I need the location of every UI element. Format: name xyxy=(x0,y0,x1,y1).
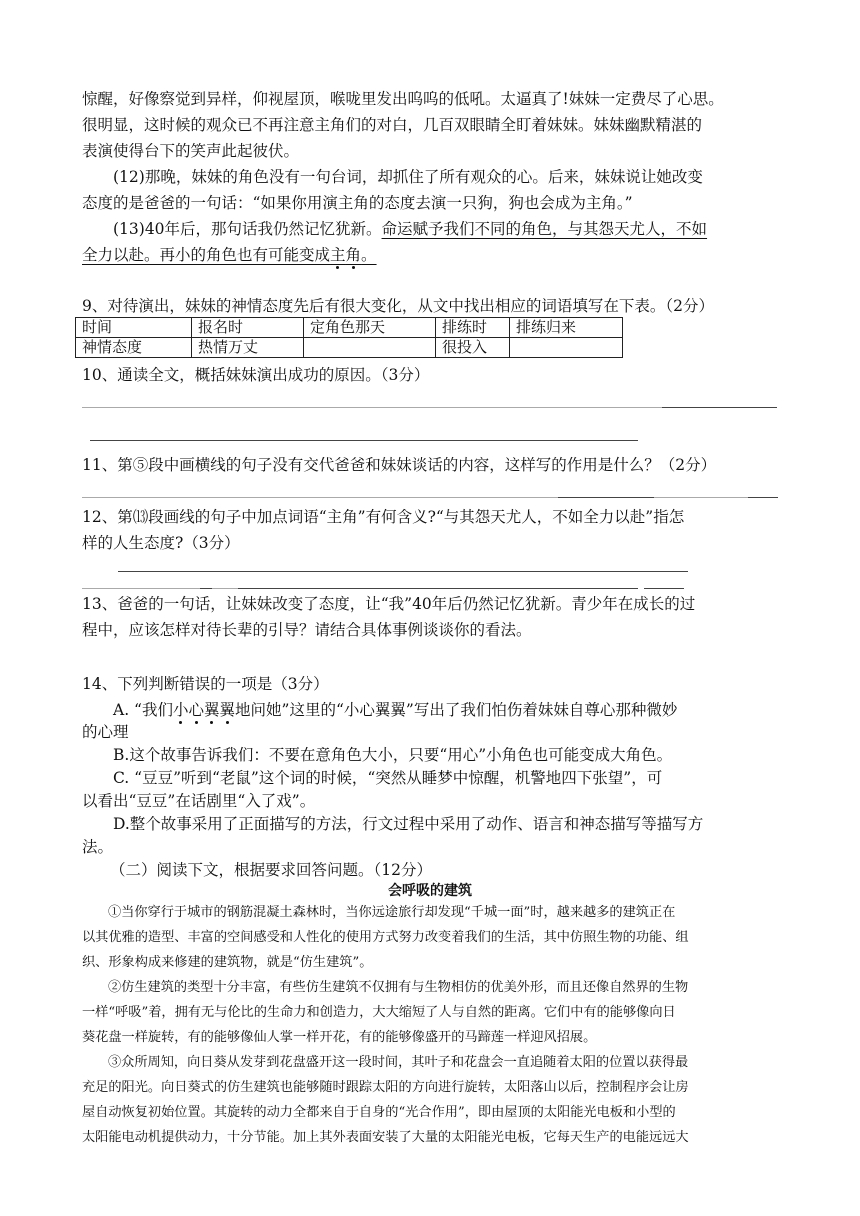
article-line: 太阳能电动机提供动力，十分节能。加上其外表面安装了大量的太阳能光电板，它每天生产的电能远远大 xyxy=(82,1130,689,1145)
dotted-character: 主 xyxy=(330,246,346,264)
answer-line[interactable] xyxy=(118,571,688,572)
table-cell: 很投入 xyxy=(436,338,510,358)
passage-paragraph-13 xyxy=(82,216,782,242)
article-line: 葵花盘一样旋转，有的能够像仙人掌一样开花，有的能够像盛开的马蹄莲一样迎风招展。 xyxy=(82,1030,597,1045)
answer-line[interactable] xyxy=(212,588,238,589)
option-c-line2: 以看出“豆豆”在话剧里“入了戏”。 xyxy=(82,792,316,810)
passage-paragraph-12: (12)那晚，妹妹的角色没有一句台词，却抓住了所有观众的心。后来，妹妹说让她改变 xyxy=(113,168,703,186)
article-title: 会呼吸的建筑 xyxy=(388,883,472,899)
passage-line: 惊醒，好像察觉到异样，仰视屋顶，喉咙里发出呜呜的低吼。太逼真了!妹妹一定费尽了心思。 xyxy=(82,90,724,108)
dotted-character: 心 xyxy=(188,701,205,719)
section-heading: （二）阅读下文，根据要求回答问题。（12分） xyxy=(110,861,432,879)
table-cell: 神情态度 xyxy=(76,338,192,358)
table-cell: 报名时 xyxy=(192,318,304,338)
table-cell: 时间 xyxy=(76,318,192,338)
article-paragraph-3: ③众所周知，向日葵从发芽到花盘盛开这一段时间，其叶子和花盘会一直追随着太阳的位置以获得最 xyxy=(108,1055,689,1070)
table-cell[interactable] xyxy=(304,338,436,358)
answer-line[interactable] xyxy=(662,407,777,408)
article-line: 以其优雅的造型、丰富的空间感受和人性化的使用方式努力改变着我们的生活，其中仿照生物的功能、组 xyxy=(82,930,689,945)
option-text: 地问她”这里的“小心翼翼”写出了我们怕伤着妹妹自尊心那种微妙 xyxy=(235,701,678,719)
option-d: D.整个故事采用了正面描写的方法，行文过程中采用了动作、语言和神态描写等描写方 xyxy=(113,815,704,833)
answer-line[interactable] xyxy=(748,497,778,498)
article-line: 屋自动恢复初始位置。其旋转的动力全都来自于自身的“光合作用”，即由屋顶的太阳能光电板和小型的 xyxy=(82,1105,676,1120)
question-12-line2: 样的人生态度?（3分） xyxy=(82,534,240,552)
option-a-line2: 的心理 xyxy=(82,723,129,741)
article-line: 充足的阳光。向日葵式的仿生建筑也能够随时跟踪太阳的方向进行旋转，太阳落山以后，控制程序会让房 xyxy=(82,1080,689,1095)
passage-line: 表演使得台下的笑声此起彼伏。 xyxy=(82,142,300,160)
question-9: 9、对待演出，妹妹的神情态度先后有很大变化，从文中找出相应的词语填写在下表。（2分） xyxy=(82,297,714,315)
passage-line: 态度的是爸爸的一句话：“如果你用演主角的态度去演一只狗，狗也会成为主角。” xyxy=(82,194,633,212)
passage-text: (13)40年后，那句话我仍然记忆犹新。 xyxy=(113,220,382,238)
answer-line[interactable] xyxy=(82,588,200,589)
answer-line[interactable] xyxy=(200,588,212,589)
answer-table xyxy=(75,317,623,358)
option-text: A. “我们 xyxy=(113,701,173,719)
answer-line[interactable] xyxy=(654,497,748,498)
underlined-sentence: 命运赋予我们不同的角色，与其怨天尤人，不如 xyxy=(381,220,708,238)
table-cell: 定角色那天 xyxy=(304,318,436,338)
passage-line: 很明显，这时候的观众已不再注意主角们的对白，几百双眼睛全盯着妹妹。妹妹幽默精湛的 xyxy=(82,116,703,134)
underlined-sentence xyxy=(82,246,377,264)
answer-line[interactable] xyxy=(644,588,684,589)
table-cell: 排练时 xyxy=(436,318,510,338)
underlined-text: 。 xyxy=(361,246,377,264)
question-14: 14、下列判断错误的一项是（3分） xyxy=(82,675,329,693)
question-12: 12、第⒀段画线的句子中加点词语“主角”有何含义?“与其怨天尤人，不如全力以赴”指怎 xyxy=(82,508,685,526)
table-cell: 排练归来 xyxy=(510,318,623,338)
table-row xyxy=(76,338,623,358)
option-d-line2: 法。 xyxy=(82,838,114,856)
article-paragraph-1: ①当你穿行于城市的钢筋混凝土森林时，当你远途旅行却发现“千城一面”时，越来越多的建筑正在 xyxy=(108,905,676,920)
article-line: 一样“呼吸”着，拥有无与伦比的生命力和创造力，大大缩短了人与自然的距离。它们中有的能够像向日 xyxy=(82,1005,676,1020)
passage-line xyxy=(82,242,782,268)
table-cell[interactable] xyxy=(510,338,623,358)
option-c: C. “豆豆”听到“老鼠”这个词的时候，“突然从睡梦中惊醒，机警地四下张望”，可 xyxy=(113,769,663,787)
question-11: 11、第⑤段中画横线的句子没有交代爸爸和妹妹谈话的内容，这样写的作用是什么？（2分） xyxy=(82,456,717,474)
dotted-character: 翼 xyxy=(204,701,220,719)
table-row xyxy=(76,318,623,338)
dotted-character: 角 xyxy=(345,246,362,264)
question-10: 10、通读全文，概括妹妹演出成功的原因。（3分） xyxy=(82,366,430,384)
answer-line[interactable] xyxy=(558,497,654,498)
option-b: B.这个故事告诉我们：不要在意角色大小，只要“用心”小角色也可能变成大角色。 xyxy=(113,746,673,764)
underlined-text: 全力以赴。再小的角色也有可能变成 xyxy=(82,246,331,264)
answer-line[interactable] xyxy=(82,497,558,498)
answer-line[interactable] xyxy=(238,588,638,589)
dotted-character: 翼 xyxy=(219,701,236,719)
dotted-character: 小 xyxy=(172,701,189,719)
answer-line[interactable] xyxy=(90,440,638,441)
answer-line[interactable] xyxy=(82,407,662,408)
question-13-line2: 程中，应该怎样对待长辈的引导？请结合具体事例谈谈你的看法。 xyxy=(82,621,532,639)
question-13: 13、爸爸的一句话，让妹妹改变了态度，让“我”40年后仍然记忆犹新。青少年在成长的过 xyxy=(82,595,696,613)
article-paragraph-2: ②仿生建筑的类型十分丰富，有些仿生建筑不仅拥有与生物相仿的优美外形，而且还像自然界的生物 xyxy=(108,980,689,995)
article-line: 织、形象构成来修建的建筑物，就是“仿生建筑”。 xyxy=(82,955,373,970)
table-cell: 热情万丈 xyxy=(192,338,304,358)
